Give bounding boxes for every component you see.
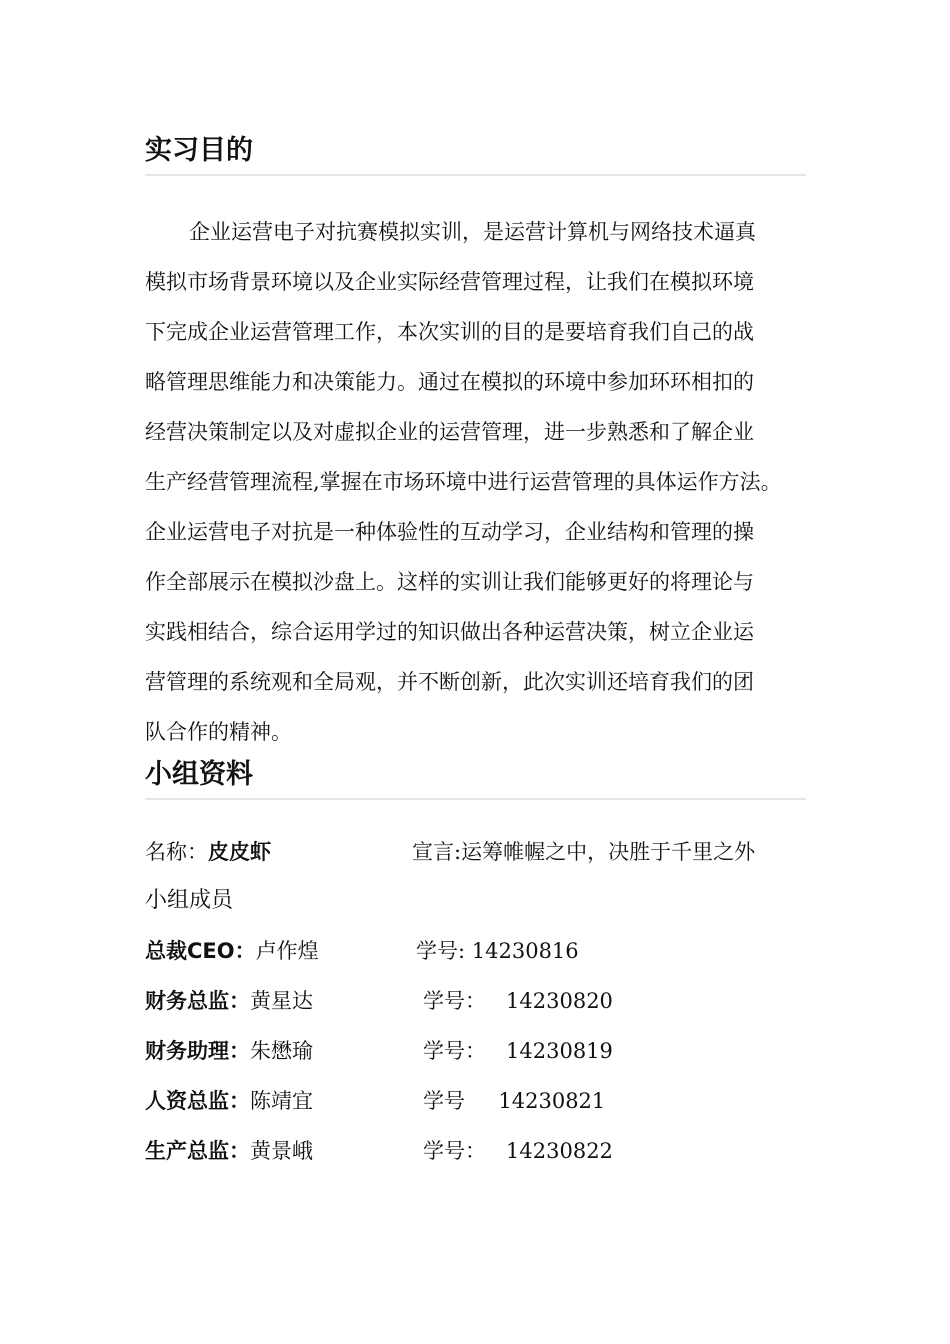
paragraph-line: 经营决策制定以及对虚拟企业的运营管理，进一步熟悉和了解企业 (145, 420, 754, 444)
paragraph-line: 模拟市场背景环境以及企业实际经营管理过程，让我们在模拟环境 (145, 270, 754, 294)
paragraph-line: 企业运营电子对抗是一种体验性的互动学习，企业结构和管理的操 (145, 520, 754, 544)
member-id-label: 学号: (416, 939, 466, 963)
member-name: 黄景峨 (250, 1139, 313, 1163)
paragraph-line: 营管理的系统观和全局观，并不断创新，此次实训还培育我们的团 (145, 670, 754, 694)
member-id-value: 14230822 (506, 1139, 613, 1163)
section-heading-team-info: 小组资料 (145, 758, 806, 800)
member-id-value: 14230821 (498, 1089, 606, 1113)
member-id-label: 学号 (423, 1089, 465, 1113)
member-row (145, 1086, 313, 1116)
members-heading: 小组成员 (145, 888, 234, 913)
member-id-value: 14230819 (506, 1039, 613, 1063)
member-id-label: 学号： (423, 1139, 486, 1163)
team-name-value: 皮皮虾 (208, 840, 271, 864)
paragraph-line: 下完成企业运营管理工作，本次实训的目的是要培育我们自己的战 (145, 320, 754, 344)
team-name-label: 名称： (145, 840, 208, 864)
member-id-label: 学号： (423, 989, 486, 1013)
member-name: 朱懋瑜 (250, 1039, 313, 1063)
section-heading-purpose: 实习目的 (145, 134, 806, 176)
member-row (145, 1036, 313, 1066)
member-name: 陈靖宜 (250, 1089, 313, 1113)
paragraph-line: 企业运营电子对抗赛模拟实训，是运营计算机与网络技术逼真 (189, 220, 756, 244)
member-id-label: 学号： (423, 1039, 486, 1063)
member-id (423, 1136, 613, 1166)
member-id-value: 14230820 (506, 989, 613, 1013)
member-role: 财务助理： (145, 1039, 250, 1063)
member-id (423, 1036, 613, 1066)
member-role: 生产总监： (145, 1139, 250, 1163)
member-name: 黄星达 (250, 989, 313, 1013)
team-name (145, 837, 271, 867)
member-name: 卢作煌 (255, 939, 319, 963)
paragraph-line: 作全部展示在模拟沙盘上。这样的实训让我们能够更好的将理论与 (145, 570, 754, 594)
member-id (416, 936, 579, 966)
paragraph-line: 实践相结合，综合运用学过的知识做出各种运营决策，树立企业运 (145, 620, 754, 644)
member-role: 财务总监： (145, 989, 250, 1013)
purpose-paragraph (145, 207, 825, 757)
member-row (145, 1136, 313, 1166)
member-id-value: 14230816 (471, 939, 579, 963)
member-row (145, 936, 319, 966)
member-role: 人资总监： (145, 1089, 250, 1113)
paragraph-line: 生产经营管理流程,掌握在市场环境中进行运营管理的具体运作方法。 (145, 470, 782, 494)
member-id (423, 1086, 605, 1116)
member-row (145, 986, 313, 1016)
member-id (423, 986, 613, 1016)
team-slogan: 宣言:运筹帷幄之中，决胜于千里之外 (412, 840, 756, 864)
paragraph-line: 略管理思维能力和决策能力。通过在模拟的环境中参加环环相扣的 (145, 370, 754, 394)
member-role: 总裁CEO： (145, 939, 256, 963)
paragraph-line: 队合作的精神。 (145, 720, 292, 744)
